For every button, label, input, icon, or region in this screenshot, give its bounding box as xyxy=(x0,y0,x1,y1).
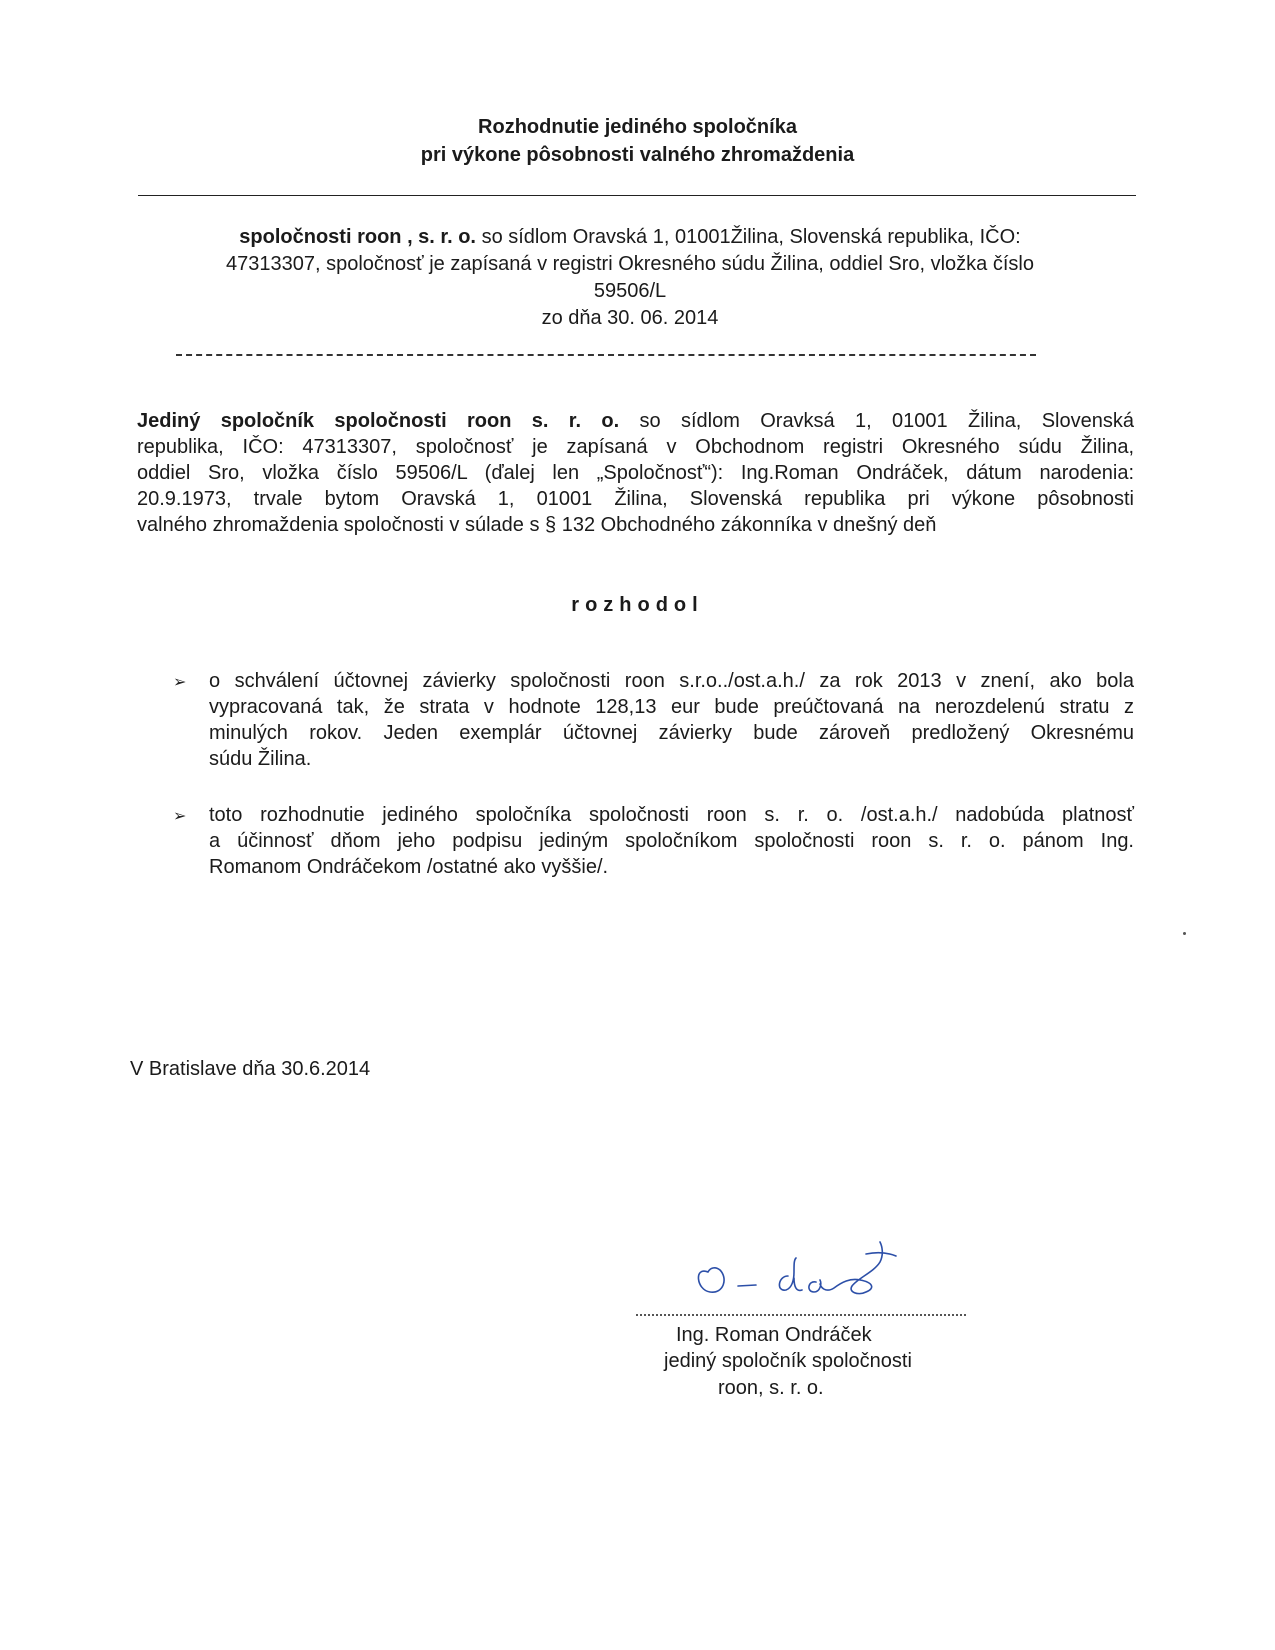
company-name: spoločnosti roon , s. r. o. xyxy=(239,226,476,248)
decision-item-1-line-4: súdu Žilina. xyxy=(209,748,312,770)
title-separator-rule xyxy=(138,195,1136,196)
intro-line-2: republika, IČO: 47313307, spoločnosť je zapísaná v Obchodnom registri Okresného súdu Žilina, xyxy=(137,436,1134,458)
handwritten-signature xyxy=(690,1238,930,1308)
place-and-date: V Bratislave dňa 30.6.2014 xyxy=(130,1058,371,1080)
decision-item-1 xyxy=(209,668,1134,772)
document-title-line1: Rozhodnutie jediného spoločníka xyxy=(478,116,797,138)
decision-item-1-line-3: minulých rokov. Jeden exemplár účtovnej závierky bude zároveň predložený Okresnému xyxy=(209,722,1134,744)
intro-line-4: 20.9.1973, trvale bytom Oravská 1, 01001 Žilina, Slovenská republika pri výkone pôsobnosti xyxy=(137,488,1134,510)
intro-lead: Jediný spoločník spoločnosti roon s. r. o. xyxy=(137,410,620,432)
signatory-role: jediný spoločník spoločnosti xyxy=(664,1350,912,1372)
decision-item-1-line-1: o schválení účtovnej závierky spoločnosti roon s.r.o../ost.a.h./ za rok 2013 v znení, ako bola xyxy=(209,670,1134,692)
signature-dotted-line xyxy=(636,1314,966,1316)
intro-line-1-rest: so sídlom Oravksá 1, 01001 Žilina, Slovenská xyxy=(639,410,1134,432)
arrow-bullet-icon: ➢ xyxy=(173,808,187,825)
arrow-bullet-icon: ➢ xyxy=(173,674,187,691)
intro-line-3: oddiel Sro, vložka číslo 59506/L (ďalej len „Spoločnosť“): Ing.Roman Ondráček, dátum narodenia: xyxy=(137,462,1134,484)
company-registration: 47313307, spoločnosť je zapísaná v registri Okresného súdu Žilina, oddiel Sro, vložka číslo xyxy=(226,253,1034,275)
company-insert-number: 59506/L xyxy=(593,280,667,302)
company-line-1 xyxy=(150,224,1110,251)
document-title-line2: pri výkone pôsobnosti valného zhromaždenia xyxy=(420,144,855,166)
decision-item-2-line-2: a účinnosť dňom jeho podpisu jediným spoločníkom spoločnosti roon s. r. o. pánom Ing. xyxy=(209,830,1134,852)
decision-item-2-line-1: toto rozhodnutie jediného spoločníka spoločnosti roon s. r. o. /ost.a.h./ nadobúda platnosť xyxy=(209,804,1134,826)
company-date: zo dňa 30. 06. 2014 xyxy=(541,307,719,329)
decision-heading: rozhodol xyxy=(571,594,704,616)
decision-item-2-line-3: Romanom Ondráčekom /ostatné ako vyššie/. xyxy=(209,856,609,878)
decision-item-1-line-2: vypracovaná tak, že strata v hodnote 128,13 eur bude preúčtovaná na nerozdelenú stratu z xyxy=(209,696,1134,718)
scan-speck xyxy=(1183,932,1186,935)
dashed-separator xyxy=(176,354,1036,356)
intro-line-5: valného zhromaždenia spoločnosti v súlade s § 132 Obchodného zákonníka v dnešný deň xyxy=(137,514,937,536)
company-identification xyxy=(150,224,1110,332)
intro-line-1 xyxy=(137,408,1134,434)
signatory-name: Ing. Roman Ondráček xyxy=(676,1324,872,1346)
intro-paragraph xyxy=(137,408,1134,538)
decision-item-2 xyxy=(209,802,1134,880)
signatory-company: roon, s. r. o. xyxy=(718,1377,824,1399)
company-address: so sídlom Oravská 1, 01001Žilina, Slovenská republika, IČO: xyxy=(481,226,1021,248)
